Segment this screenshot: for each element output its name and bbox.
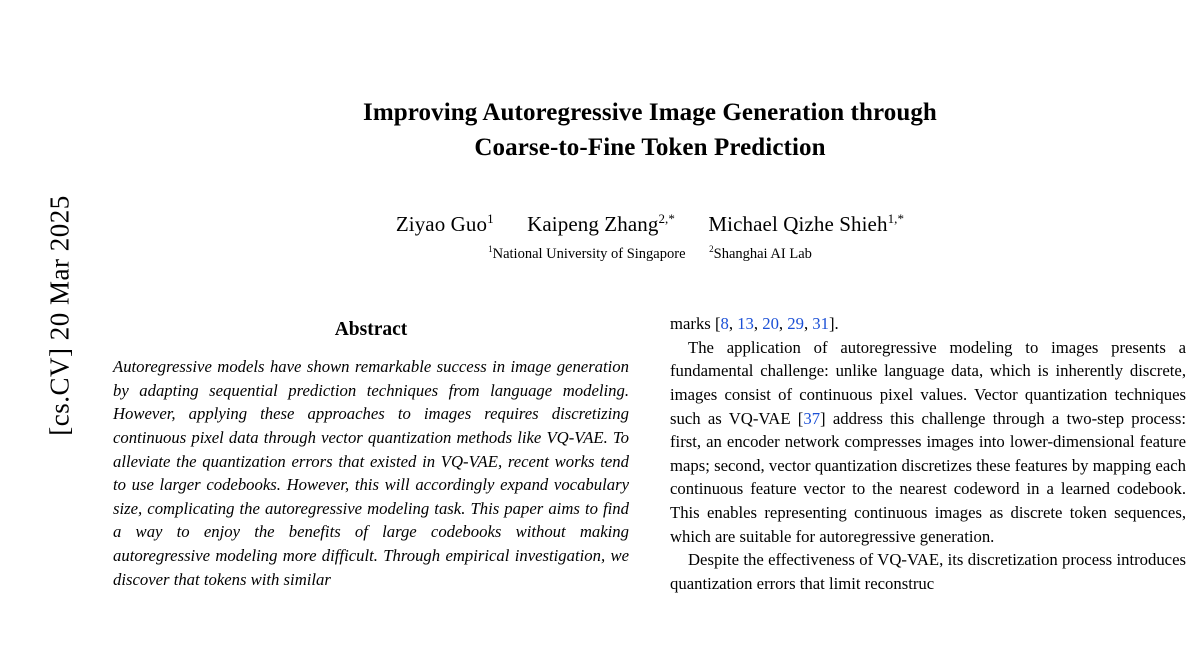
citation-8[interactable]: 8 bbox=[720, 314, 729, 333]
arxiv-vertical-stamp bbox=[0, 0, 100, 648]
author-list bbox=[100, 212, 1200, 237]
paragraph-quantization-errors: Despite the effectiveness of VQ-VAE, its discretization process introduces quantization errors that limit reconstruc bbox=[670, 550, 1186, 593]
paragraph-vq-vae bbox=[670, 336, 1186, 549]
paper-page bbox=[100, 0, 1200, 648]
affiliation-list bbox=[100, 246, 1200, 263]
author-2-name: Kaipeng Zhang bbox=[527, 212, 659, 236]
title-block bbox=[100, 0, 1200, 263]
author-3 bbox=[708, 212, 904, 237]
citation-37[interactable]: 37 bbox=[803, 408, 821, 428]
author-3-name: Michael Qizhe Shieh bbox=[708, 212, 888, 236]
affiliation-2-marker: 2 bbox=[709, 244, 714, 255]
affiliation-2-name: Shanghai AI Lab bbox=[713, 246, 812, 262]
citation-31[interactable]: 31 bbox=[812, 314, 829, 333]
affiliation-2 bbox=[709, 246, 812, 263]
abstract-heading: Abstract bbox=[334, 319, 408, 340]
paragraph-continuation: marks [8, 13, 20, 29, 31]. bbox=[670, 314, 839, 333]
title-line-1: Improving Autoregressive Image Generation through bbox=[363, 99, 937, 126]
author-1-affil-marker: 1 bbox=[487, 211, 494, 226]
citation-20[interactable]: 20 bbox=[762, 314, 779, 333]
page-title bbox=[220, 96, 1080, 165]
citation-13[interactable]: 13 bbox=[737, 314, 754, 333]
par0-suffix: ]. bbox=[828, 314, 839, 333]
affiliation-1 bbox=[488, 246, 685, 263]
author-1-name: Ziyao Guo bbox=[395, 212, 488, 236]
affiliation-1-name: National University of Singapore bbox=[492, 246, 686, 262]
par1-part-a: The application of autoregressive modeling to images presents a fundamental challenge: unlike language data, which is inherently discrete, images consist of continuous pixel values. Vector quantization techniques such as VQ-VAE [ bbox=[670, 337, 1186, 428]
two-column-body bbox=[113, 312, 1187, 596]
left-column bbox=[113, 312, 629, 596]
abstract-text: Autoregressive models have shown remarkable success in image generation by adapting sequential prediction techniques from language modeling. However, applying these approaches to images requires discretizing continuous pixel data through vector quantization methods like VQ-VAE. To alleviate the quantization errors that existed in VQ-VAE, recent works tend to use larger codebooks. However, this will accordingly expand vocabulary size, complicating the autoregressive modeling task. This paper aims to find a way to enjoy the benefits of large codebooks without making autoregressive modeling more difficult. Through empirical investigation, we discover that tokens with similar bbox=[113, 357, 629, 589]
title-line-2: Coarse-to-Fine Token Prediction bbox=[474, 133, 826, 161]
par0-prefix: marks [ bbox=[670, 314, 721, 333]
right-column bbox=[670, 312, 1186, 596]
author-2-affil-marker: 2,* bbox=[658, 211, 676, 226]
author-2 bbox=[527, 212, 675, 237]
citation-29[interactable]: 29 bbox=[787, 314, 804, 333]
affiliation-1-marker: 1 bbox=[488, 244, 493, 255]
author-3-affil-marker: 1,* bbox=[887, 211, 905, 226]
par1-part-b: ] address this challenge through a two-step process: first, an encoder network compresses images into lower-dimensional feature maps; second, vector quantization discretizes these features by mapping each continuous feature vector to the nearest codeword in a learned codebook. This enables representing continuous images as discrete token sequences, which are suitable for autoregressive generation. bbox=[670, 408, 1186, 546]
arxiv-stamp-text: [cs.CV] 20 Mar 2025 bbox=[44, 195, 75, 436]
author-1 bbox=[396, 212, 494, 237]
